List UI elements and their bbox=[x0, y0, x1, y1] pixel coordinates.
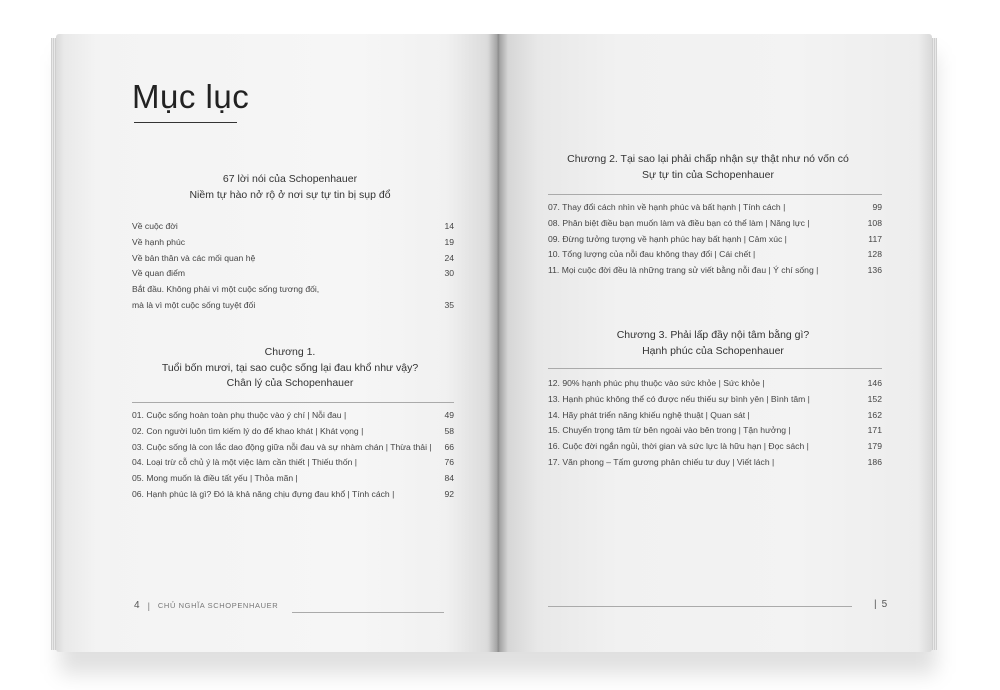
entry-title: Về quan điểm bbox=[132, 268, 186, 279]
chapter1-heading-line2: Tuổi bốn mươi, tại sao cuộc sống lại đau khổ như vậy? bbox=[161, 361, 419, 374]
toc-entry[interactable] bbox=[132, 298, 454, 314]
title-underline bbox=[134, 122, 237, 123]
chapter3-entry-list bbox=[548, 376, 882, 471]
intro-heading-line2: Niềm tự hào nở rộ ở nơi sự tự tin bị sụp đổ bbox=[189, 188, 391, 201]
entry-title: 06. Hạnh phúc là gì? Đó là khả năng chịu đựng đau khổ | Tính cách | bbox=[132, 488, 395, 499]
entry-title: 16. Cuộc đời ngắn ngủi, thời gian và sức lực là hữu hạn | Đọc sách | bbox=[548, 441, 809, 452]
toc-entry[interactable] bbox=[132, 455, 454, 471]
intro-heading-line1: 67 lời nói của Schopenhauer bbox=[222, 173, 358, 185]
entry-page: 179 bbox=[867, 441, 882, 452]
toc-entry[interactable] bbox=[548, 247, 882, 263]
toc-entry[interactable] bbox=[548, 200, 882, 216]
open-book bbox=[56, 34, 932, 666]
entry-page: 24 bbox=[444, 252, 454, 263]
running-title: CHỦ NGHĨA SCHOPENHAUER bbox=[157, 601, 279, 610]
footer-separator: | bbox=[147, 600, 150, 611]
entry-title: 09. Đừng tưởng tượng về hạnh phúc hay bất hạnh | Cảm xúc | bbox=[548, 233, 787, 244]
chapter2-heading bbox=[548, 152, 868, 183]
entry-title: Về cuộc đời bbox=[132, 221, 178, 231]
left-page-footer bbox=[134, 600, 278, 611]
chapter3-heading bbox=[598, 328, 828, 359]
footer-rule bbox=[548, 606, 852, 607]
entry-page: 19 bbox=[444, 236, 454, 247]
page-title: Mục lục bbox=[132, 78, 250, 115]
entry-page: 171 bbox=[867, 425, 882, 436]
entry-page: 152 bbox=[867, 393, 882, 404]
footer-separator: | bbox=[874, 599, 877, 610]
toc-entry[interactable] bbox=[548, 376, 882, 392]
entry-page: 128 bbox=[867, 249, 882, 260]
entry-title: 01. Cuộc sống hoàn toàn phụ thuộc vào ý chí | Nỗi đau | bbox=[132, 410, 347, 420]
chapter3-heading-line2: Hạnh phúc của Schopenhauer bbox=[642, 344, 784, 357]
entry-page: 30 bbox=[444, 268, 454, 279]
entry-page: 136 bbox=[867, 265, 882, 276]
toc-entry[interactable] bbox=[548, 232, 882, 248]
entry-page: 186 bbox=[867, 456, 882, 467]
right-page-footer bbox=[874, 599, 887, 610]
entry-page: 117 bbox=[868, 233, 882, 244]
toc-entry[interactable] bbox=[548, 455, 882, 471]
entry-title: 17. Văn phong – Tấm gương phản chiếu tư duy | Viết lách | bbox=[548, 456, 775, 467]
chapter3-heading-line1: Chương 3. Phải lấp đầy nội tâm bằng gì? bbox=[616, 329, 810, 341]
entry-title: 03. Cuộc sống là con lắc dao động giữa nỗi đau và sự nhàm chán | Thừa thải | bbox=[132, 441, 432, 452]
entry-title: 14. Hãy phát triển năng khiếu nghệ thuật | Quan sát | bbox=[548, 409, 750, 420]
entry-page: 146 bbox=[867, 378, 882, 388]
toc-entry[interactable] bbox=[132, 440, 454, 456]
toc-entry[interactable] bbox=[132, 219, 454, 235]
entry-page: 35 bbox=[444, 299, 454, 310]
entry-title: mà là vì một cuộc sống tuyệt đối bbox=[132, 299, 256, 310]
toc-entry[interactable] bbox=[132, 424, 454, 440]
toc-entry[interactable] bbox=[548, 423, 882, 439]
entry-page: 49 bbox=[444, 410, 454, 420]
entry-title: 05. Mong muốn là điều tất yếu | Thỏa mãn | bbox=[132, 473, 298, 484]
chapter2-divider bbox=[548, 194, 882, 195]
chapter3-divider bbox=[548, 368, 882, 369]
entry-page: 58 bbox=[444, 425, 454, 436]
toc-entry[interactable] bbox=[132, 235, 454, 251]
toc-entry[interactable] bbox=[132, 487, 454, 503]
intro-entry-list bbox=[132, 219, 454, 314]
toc-entry[interactable] bbox=[132, 282, 454, 298]
footer-rule bbox=[292, 612, 444, 613]
toc-entry[interactable] bbox=[548, 392, 882, 408]
chapter2-heading-line2: Sự tự tin của Schopenhauer bbox=[642, 168, 774, 181]
chapter2-heading-line1: Chương 2. Tại sao lại phải chấp nhận sự thật như nó vốn có bbox=[567, 153, 849, 165]
right-page-number: 5 bbox=[881, 599, 888, 610]
entry-title: 02. Con người luôn tìm kiếm lý do để khao khát | Khát vọng | bbox=[132, 425, 364, 436]
entry-title: 15. Chuyển trọng tâm từ bên ngoài vào bên trong | Tận hưởng | bbox=[548, 425, 791, 436]
entry-page: 84 bbox=[444, 473, 454, 484]
entry-page: 108 bbox=[867, 217, 882, 228]
entry-page: 162 bbox=[867, 409, 882, 420]
chapter1-entry-list bbox=[132, 408, 454, 503]
entry-page: 76 bbox=[444, 457, 454, 468]
toc-entry[interactable] bbox=[132, 471, 454, 487]
chapter1-heading-line1: Chương 1. bbox=[264, 346, 316, 358]
intro-heading bbox=[132, 172, 448, 203]
toc-entry[interactable] bbox=[548, 408, 882, 424]
entry-title: 13. Hạnh phúc không thể có được nếu thiếu sự bình yên | Bình tâm | bbox=[548, 393, 810, 404]
entry-page: 66 bbox=[444, 441, 454, 452]
entry-page: 92 bbox=[444, 488, 454, 499]
entry-title: 12. 90% hạnh phúc phụ thuộc vào sức khỏe | Sức khỏe | bbox=[548, 378, 765, 388]
toc-entry[interactable] bbox=[548, 439, 882, 455]
toc-entry[interactable] bbox=[132, 408, 454, 424]
entry-title: Về bản thân và các mối quan hệ bbox=[132, 252, 256, 263]
left-page-number: 4 bbox=[134, 600, 140, 611]
entry-page: 14 bbox=[444, 221, 454, 231]
toc-entry[interactable] bbox=[548, 263, 882, 279]
entry-title: 11. Mọi cuộc đời đều là những trang sử viết bằng nỗi đau | Ý chí sống | bbox=[548, 265, 819, 276]
left-page bbox=[56, 34, 498, 652]
entry-title: 07. Thay đổi cách nhìn về hạnh phúc và bất hạnh | Tính cách | bbox=[548, 202, 786, 212]
right-page bbox=[498, 34, 932, 652]
entry-title: Bắt đầu. Không phải vì một cuộc sống tương đối, bbox=[132, 284, 320, 295]
entry-title: 04. Loại trừ cỗ chủ ý là một việc làm cần thiết | Thiếu thốn | bbox=[132, 457, 358, 468]
chapter1-divider bbox=[132, 402, 454, 403]
entry-title: 08. Phân biệt điều bạn muốn làm và điều bạn có thể làm | Năng lực | bbox=[548, 217, 810, 228]
chapter2-entry-list bbox=[548, 200, 882, 279]
toc-entry[interactable] bbox=[132, 251, 454, 267]
chapter1-heading bbox=[132, 345, 448, 392]
entry-title: 10. Tổng lượng của nỗi đau không thay đổi | Cái chết | bbox=[548, 249, 756, 260]
chapter1-heading-line3: Chân lý của Schopenhauer bbox=[226, 377, 354, 389]
toc-entry[interactable] bbox=[132, 266, 454, 282]
toc-entry[interactable] bbox=[548, 216, 882, 232]
entry-title: Về hạnh phúc bbox=[132, 236, 186, 247]
entry-page: 99 bbox=[872, 202, 882, 212]
